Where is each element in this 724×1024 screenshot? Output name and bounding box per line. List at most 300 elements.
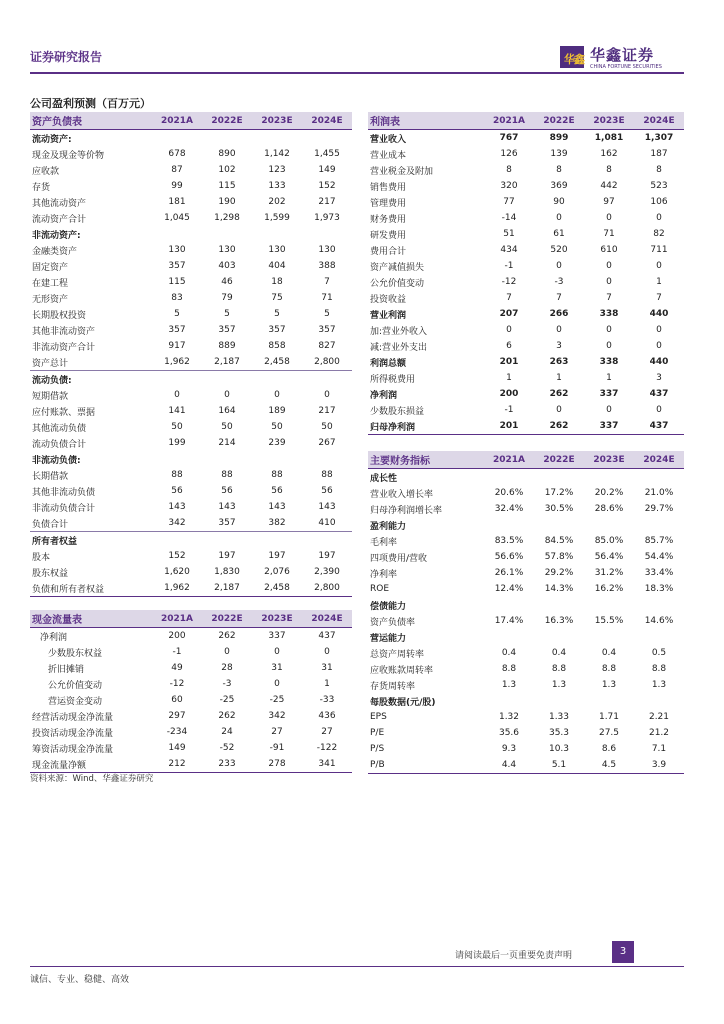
row-label: 管理费用 (370, 198, 407, 209)
cell-value: 197 (318, 551, 336, 561)
cell-value: 8 (606, 165, 612, 175)
cell-value: 202 (268, 197, 286, 207)
year-header: 2021A (152, 610, 202, 628)
cell-value: 57.8% (544, 552, 574, 562)
table-row (30, 467, 352, 483)
row-label: 存货周转率 (370, 681, 416, 692)
cell-value: 3.9 (634, 757, 684, 774)
cell-value: 35.6 (498, 728, 520, 738)
cell-value: 0.4 (501, 648, 517, 658)
cell-value: 357 (318, 325, 336, 335)
cell-value: 0 (224, 647, 230, 657)
cell-value: 71 (603, 229, 615, 239)
row-label: 流动资产: (32, 134, 72, 145)
cell-value: 15.5% (594, 616, 624, 626)
cell-value: 711 (650, 245, 668, 255)
cell-value (202, 371, 252, 388)
cell-value: 152 (168, 551, 186, 561)
cell-value: 143 (218, 502, 236, 512)
row-label: 筹资活动现金净流量 (32, 744, 114, 755)
cell-value: 88 (171, 470, 183, 480)
cell-value: 1.3 (601, 680, 617, 690)
cell-value: 262 (534, 418, 584, 435)
cell-value: 149 (168, 743, 186, 753)
row-label: 每股数据(元/股) (370, 697, 436, 708)
cell-value: 29.7% (644, 504, 674, 514)
cell-value: 266 (549, 309, 569, 319)
cell-value: 3 (656, 373, 662, 383)
cell-value: 610 (600, 245, 618, 255)
table-row (30, 483, 352, 499)
company-logo (560, 44, 685, 72)
cell-value: 26.1% (494, 568, 524, 578)
header-divider (30, 72, 684, 74)
row-label: 费用合计 (370, 246, 407, 257)
cell-value: 28.6% (594, 504, 624, 514)
table-header-row (368, 451, 684, 469)
cell-value: 199 (168, 438, 186, 448)
row-label: 流动负债: (32, 375, 72, 386)
logo-chinese-name: 华鑫证券 (590, 46, 655, 64)
cell-value: -12 (501, 277, 517, 287)
cell-value: 1 (506, 373, 512, 383)
cell-value: 341 (302, 756, 352, 773)
cell-value: 16.3% (544, 616, 574, 626)
cell-value (202, 226, 252, 242)
cell-value: 197 (218, 551, 236, 561)
table-row (30, 387, 352, 403)
cell-value: 239 (268, 438, 286, 448)
row-label: 金融类资产 (32, 246, 78, 257)
cell-value: 0 (556, 325, 562, 335)
table-row (368, 533, 684, 549)
cell-value: 917 (168, 341, 186, 351)
cell-value: 1,973 (314, 213, 340, 223)
table-row (30, 580, 352, 597)
table-row (30, 451, 352, 467)
cell-value: 79 (221, 293, 233, 303)
cell-value: 0.5 (651, 648, 667, 658)
table-row (30, 403, 352, 419)
cell-value (584, 629, 634, 645)
cell-value: 130 (218, 245, 236, 255)
cell-value: 337 (599, 389, 619, 399)
row-label: 所有者权益 (32, 536, 78, 547)
cell-value: 1 (606, 373, 612, 383)
cell-value: 1.32 (498, 712, 520, 722)
cell-value: 1,620 (164, 567, 190, 577)
cell-value: 50 (171, 422, 183, 432)
cell-value: 8 (556, 165, 562, 175)
cell-value: 130 (318, 245, 336, 255)
cell-value: 0 (606, 277, 612, 287)
cell-value: 21.0% (644, 488, 674, 498)
cell-value: 434 (500, 245, 518, 255)
table-row (368, 581, 684, 597)
table-row (30, 740, 352, 756)
row-label: 盈利能力 (370, 521, 407, 532)
cell-value: 2,187 (202, 354, 252, 371)
table-row (30, 371, 352, 388)
table-row (368, 613, 684, 629)
row-label: 营运资金变动 (48, 696, 103, 707)
row-label: 减:营业外支出 (370, 342, 428, 353)
cell-value: 50 (221, 422, 233, 432)
cell-value: 7 (506, 293, 512, 303)
cell-value: 50 (271, 422, 283, 432)
cell-value: 437 (634, 418, 684, 435)
cell-value: 189 (268, 406, 286, 416)
cell-value: 357 (168, 261, 186, 271)
cell-value: 8.6 (601, 744, 617, 754)
cell-value: 24 (221, 727, 233, 737)
cell-value: 212 (152, 756, 202, 773)
row-label: 偿债能力 (370, 601, 407, 612)
table-row (30, 242, 352, 258)
report-type-label: 证券研究报告 (30, 50, 103, 64)
table-row (30, 692, 352, 708)
cell-value: 87 (171, 165, 183, 175)
cell-value (152, 371, 202, 388)
cell-value: 106 (650, 197, 668, 207)
table-row (368, 549, 684, 565)
cell-value: 90 (553, 197, 565, 207)
cell-value: 10.3 (548, 744, 570, 754)
cell-value: 139 (550, 149, 568, 159)
cell-value: 197 (268, 551, 286, 561)
cell-value: 32.4% (494, 504, 524, 514)
table-row (30, 564, 352, 580)
row-label: 投资活动现金净流量 (32, 728, 114, 739)
table-title: 资产负债表 (30, 112, 152, 130)
cell-value: 1,455 (314, 149, 340, 159)
row-label: 非流动资产: (32, 230, 81, 241)
cell-value: 49 (171, 663, 183, 673)
cell-value: 0 (656, 325, 662, 335)
cell-value: 56 (271, 486, 283, 496)
table-row (30, 146, 352, 162)
row-label: 应付账款、票据 (32, 407, 96, 418)
logo-mark-icon (560, 46, 584, 68)
page-number: 3 (612, 941, 634, 963)
cell-value: 263 (549, 357, 569, 367)
row-label: 无形资产 (32, 294, 69, 305)
table-row (30, 628, 352, 645)
table-row (368, 370, 684, 386)
row-label: P/B (368, 757, 484, 774)
row-label: 少数股东权益 (48, 648, 103, 659)
table-row (368, 322, 684, 338)
table-row (30, 435, 352, 451)
cell-value: 46 (221, 277, 233, 287)
cell-value: 2,187 (202, 580, 252, 597)
cell-value: 4.5 (584, 757, 634, 774)
row-label: 归母净利润增长率 (370, 505, 443, 516)
table-row (30, 756, 352, 773)
cell-value: 61 (553, 229, 565, 239)
table-row (30, 499, 352, 515)
cell-value: 97 (603, 197, 615, 207)
cell-value: 2,458 (252, 354, 302, 371)
cell-value: 1,081 (594, 133, 624, 143)
table-row (368, 210, 684, 226)
cell-value: 54.4% (644, 552, 674, 562)
cell-value: 403 (218, 261, 236, 271)
cell-value (152, 130, 202, 147)
year-header: 2024E (302, 610, 352, 628)
cell-value: 28 (221, 663, 233, 673)
cell-value (634, 517, 684, 533)
cell-value: 143 (268, 502, 286, 512)
table-header-row (368, 112, 684, 130)
cell-value (634, 629, 684, 645)
cash-flow-table (30, 610, 352, 773)
cell-value: 369 (550, 181, 568, 191)
cell-value: 82 (653, 229, 665, 239)
table-row (368, 130, 684, 147)
table-row (30, 162, 352, 178)
cell-value: 85.7% (644, 536, 674, 546)
cell-value: 827 (318, 341, 336, 351)
cell-value (534, 469, 584, 486)
cell-value: 17.2% (544, 488, 574, 498)
cell-value: -1 (504, 261, 514, 271)
income-statement-table (368, 112, 684, 435)
financial-ratios-table (368, 451, 684, 774)
cell-value: 0 (274, 647, 280, 657)
cell-value: 440 (649, 309, 669, 319)
cell-value: 33.4% (644, 568, 674, 578)
cell-value: 8.8 (551, 664, 567, 674)
table-row (30, 258, 352, 274)
row-label: 毛利率 (370, 537, 398, 548)
table-row (368, 645, 684, 661)
cell-value: 5 (174, 309, 180, 319)
cell-value: 8.8 (651, 664, 667, 674)
cell-value: 8 (506, 165, 512, 175)
cell-value: 5 (324, 309, 330, 319)
cell-value: 20.6% (494, 488, 524, 498)
cell-value: 267 (318, 438, 336, 448)
row-label: 应收款 (32, 166, 60, 177)
cell-value (484, 597, 534, 613)
cell-value: 12.4% (494, 584, 524, 594)
row-label: 成长性 (370, 473, 398, 484)
year-header: 2023E (252, 610, 302, 628)
cell-value: 8.8 (601, 664, 617, 674)
row-label: 营业成本 (370, 150, 407, 161)
cell-value: 0 (224, 390, 230, 400)
cell-value: 88 (271, 470, 283, 480)
cell-value: 0 (506, 325, 512, 335)
cell-value: 56.4% (594, 552, 624, 562)
row-label: 负债合计 (30, 515, 152, 532)
table-row (368, 162, 684, 178)
cell-value: 130 (168, 245, 186, 255)
cell-value: 152 (318, 181, 336, 191)
table-row (30, 210, 352, 226)
cell-value (202, 130, 252, 147)
cell-value: 2,076 (264, 567, 290, 577)
table-row (30, 194, 352, 210)
table-row (30, 178, 352, 194)
year-header: 2022E (534, 451, 584, 469)
year-header: 2022E (202, 112, 252, 130)
cell-value: 1,142 (264, 149, 290, 159)
cell-value: 4.4 (484, 757, 534, 774)
table-row (30, 644, 352, 660)
cell-value: 2,800 (302, 354, 352, 371)
row-label: 在建工程 (32, 278, 69, 289)
table-row (368, 709, 684, 725)
table-row (368, 290, 684, 306)
year-header: 2022E (202, 610, 252, 628)
table-row (30, 354, 352, 371)
row-label: 净利润 (40, 632, 68, 643)
cell-value: 133 (268, 181, 286, 191)
cell-value: 0 (324, 390, 330, 400)
row-label: 营业利润 (370, 310, 407, 321)
cell-value: 0 (174, 390, 180, 400)
cell-value: 207 (499, 309, 519, 319)
cell-value: 17.4% (494, 616, 524, 626)
cell-value: 1 (656, 277, 662, 287)
table-row (368, 402, 684, 418)
cell-value: 126 (500, 149, 518, 159)
row-label: 总资产周转率 (370, 649, 425, 660)
cell-value: 0 (556, 213, 562, 223)
cell-value: 1,307 (644, 133, 674, 143)
row-label: 流动资产合计 (32, 214, 87, 225)
cell-value: 0 (606, 213, 612, 223)
table-row (368, 741, 684, 757)
cell-value: 56 (321, 486, 333, 496)
cell-value (152, 226, 202, 242)
year-header: 2022E (534, 112, 584, 130)
cell-value: 0 (656, 405, 662, 415)
table-row (368, 725, 684, 741)
cell-value: 77 (503, 197, 515, 207)
cell-value: 123 (268, 165, 286, 175)
cell-value: 27.5 (598, 728, 620, 738)
cell-value: -234 (166, 727, 188, 737)
cell-value: -3 (222, 679, 232, 689)
row-label: ROE (370, 584, 390, 594)
table-row (368, 469, 684, 486)
cell-value (252, 451, 302, 467)
cell-value: 50 (321, 422, 333, 432)
cell-value: 20.2% (594, 488, 624, 498)
cell-value: 678 (168, 149, 186, 159)
table-row (368, 485, 684, 501)
cell-value: -91 (269, 743, 285, 753)
cell-value: 200 (168, 631, 186, 641)
cell-value (634, 597, 684, 613)
row-label: 净利润 (370, 390, 398, 401)
table-row (368, 501, 684, 517)
cell-value: 0 (556, 261, 562, 271)
year-header: 2021A (484, 451, 534, 469)
cell-value (202, 451, 252, 467)
cell-value: 382 (252, 515, 302, 532)
cell-value: 5 (274, 309, 280, 319)
year-header: 2024E (634, 451, 684, 469)
table-title: 现金流量表 (30, 610, 152, 628)
cell-value (202, 532, 252, 549)
table-row (368, 354, 684, 370)
row-label: 长期借款 (32, 471, 69, 482)
table-row (368, 226, 684, 242)
cell-value (534, 693, 584, 709)
cell-value (534, 597, 584, 613)
row-label: 折旧摊销 (48, 664, 85, 675)
cell-value: 320 (500, 181, 518, 191)
table-header-row (30, 610, 352, 628)
table-row (30, 660, 352, 676)
cell-value: 899 (549, 133, 569, 143)
cell-value: 27 (321, 727, 333, 737)
table-row (368, 338, 684, 354)
row-label: 应收账款周转率 (370, 665, 434, 676)
cell-value: 337 (268, 631, 286, 641)
cell-value: 357 (202, 515, 252, 532)
data-source-note: 资料来源：Wind、华鑫证券研究 (30, 774, 154, 784)
cell-value: 84.5% (544, 536, 574, 546)
table-row (30, 338, 352, 354)
table-row (30, 532, 352, 549)
row-label: 其他非流动资产 (32, 326, 96, 337)
table-row (368, 242, 684, 258)
cell-value: 88 (321, 470, 333, 480)
cell-value: 1 (556, 373, 562, 383)
cell-value: -122 (316, 743, 338, 753)
cell-value: 1,962 (152, 354, 202, 371)
cell-value: 71 (321, 293, 333, 303)
cell-value: 7 (556, 293, 562, 303)
table-row (368, 757, 684, 774)
cell-value: 115 (168, 277, 186, 287)
company-motto: 诚信、专业、稳健、高效 (30, 975, 130, 985)
table-row (368, 693, 684, 709)
cell-value: 523 (650, 181, 668, 191)
table-row (368, 661, 684, 677)
cell-value: 217 (318, 197, 336, 207)
cell-value (484, 693, 534, 709)
balance-sheet-table (30, 112, 352, 597)
cell-value: 1.3 (501, 680, 517, 690)
cell-value: 200 (499, 389, 519, 399)
cell-value: 7 (656, 293, 662, 303)
cell-value (634, 693, 684, 709)
cell-value: 404 (268, 261, 286, 271)
cell-value: 262 (549, 389, 569, 399)
cell-value: 0.4 (551, 648, 567, 658)
row-label: 归母净利润 (368, 418, 484, 435)
table-row (30, 226, 352, 242)
cell-value (584, 693, 634, 709)
cell-value: 337 (584, 418, 634, 435)
cell-value: 162 (600, 149, 618, 159)
cell-value: 1.3 (551, 680, 567, 690)
cell-value: 31 (321, 663, 333, 673)
cell-value: 388 (318, 261, 336, 271)
row-label: 加:营业外收入 (370, 326, 428, 337)
cell-value: 2,800 (302, 580, 352, 597)
table-row (368, 258, 684, 274)
cell-value: 338 (599, 357, 619, 367)
row-label: 非流动负债合计 (32, 503, 96, 514)
row-label: 其他非流动负债 (32, 487, 96, 498)
